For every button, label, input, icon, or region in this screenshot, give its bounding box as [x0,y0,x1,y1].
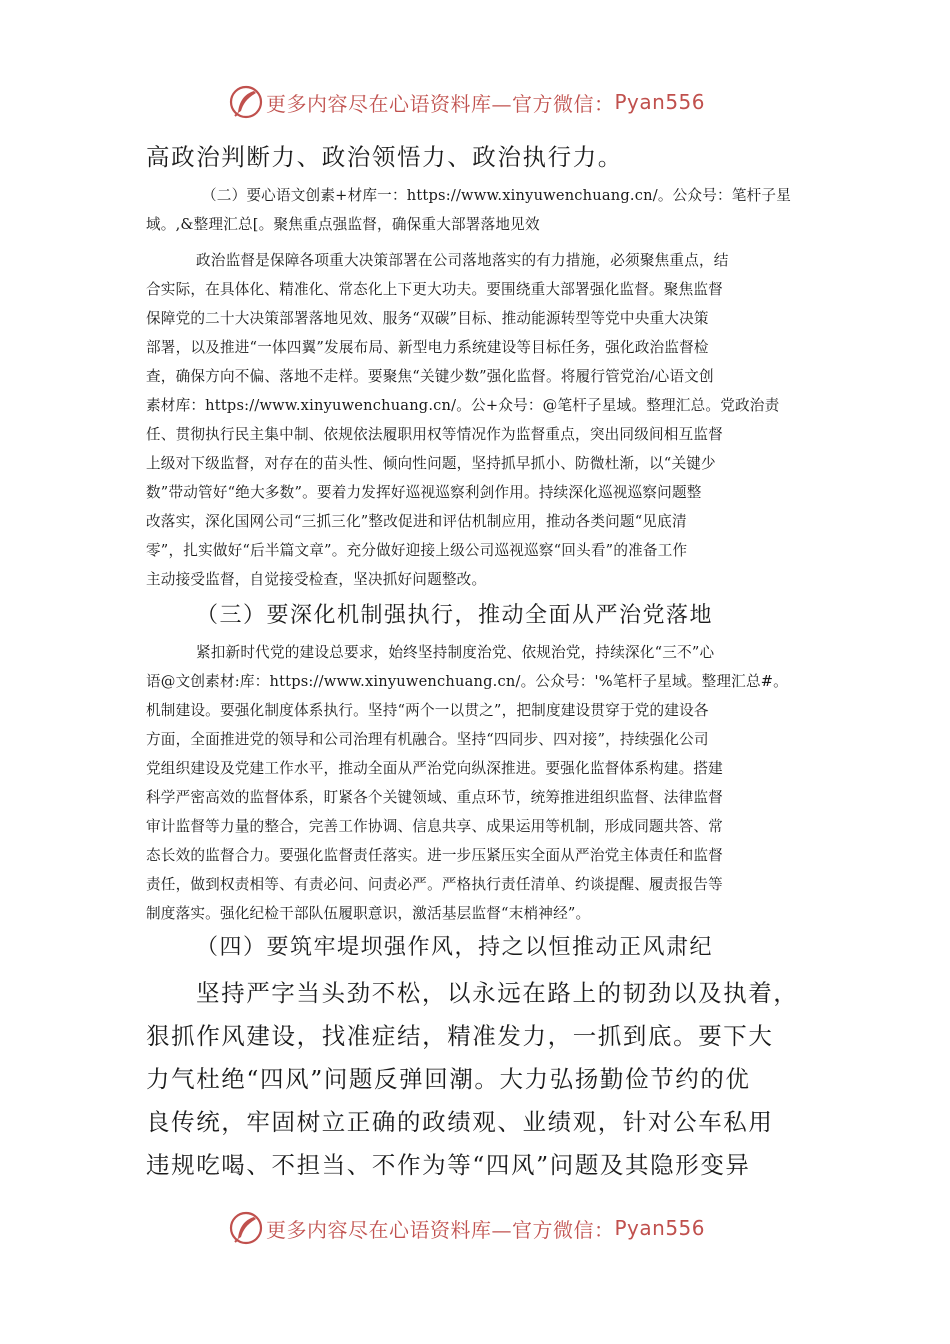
document-body [146,138,808,1198]
paragraph-line: 审计监督等力量的整合，完善工作协调、信息共享、成果运用等机制，形成同题共答、常 [146,818,723,835]
paragraph-line: 政治监督是保障各项重大决策部署在公司落地落实的有力措施，必须聚焦重点，结 [196,252,729,269]
paragraph-line: 机制建设。要强化制度体系执行。坚持“两个一以贯之”，把制度建设贯穿于党的建设各 [146,702,709,719]
quill-logo-icon [228,84,264,120]
footer-watermark-banner [228,1210,705,1246]
paragraph-line: 上级对下级监督，对存在的苗头性、倾向性问题，坚持抓早抓小、防微杜渐，以“关键少 [146,455,716,472]
paragraph-line: 党组织建设及党建工作水平，推动全面从严治党向纵深推进。要强化监督体系构建。搭建 [146,760,723,777]
paragraph-line: （二）要心语文创素+材库一：https://www.xinyuwenchuang.cn/。公众号：笔杆子星 [202,187,791,204]
section-heading: （三）要深化机制强执行，推动全面从严治党落地 [196,603,714,628]
paragraph-line: 改落实，深化国网公司“三抓三化”整改促进和评估机制应用，推动各类问题“见底清 [146,513,687,530]
paragraph-line: 制度落实。强化纪检干部队伍履职意识，激活基层监督“末梢神经”。 [146,905,591,922]
paragraph-line: 素材库：https://www.xinyuwenchuang.cn/。公+众号：@笔杆子星域。整理汇总。党政治责 [146,397,780,414]
paragraph-line: 保障党的二十大决策部署落地见效、服务“双碳”目标、推动能源转型等党中央重大决策 [146,310,709,327]
paragraph-line: 域。,&整理汇总[。聚焦重点强监督，确保重大部署落地见效 [146,216,540,233]
paragraph-line: 坚持严字当头劲不松，以永远在路上的韧劲以及执着， [196,979,799,1007]
paragraph-line: 科学严密高效的监督体系，盯紧各个关键领域、重点环节，统筹推进组织监督、法律监督 [146,789,723,806]
paragraph-line: 力气杜绝“四风”问题反弹回潮。大力弘扬勤俭节约的优 [146,1065,751,1093]
paragraph-line: 数”带动管好“绝大多数”。要着力发挥好巡视巡察利剑作用。持续深化巡视巡察问题整 [146,484,702,501]
paragraph-line: 语@文创素材:库：https://www.xinyuwenchuang.cn/。公众号：'%笔杆子星域。整理汇总#。 [146,673,788,690]
header-watermark-banner [228,84,705,120]
header-banner-text: 更多内容尽在心语资料库—官方微信： [266,91,615,116]
paragraph-line: 任、贯彻执行民主集中制、依规依法履职用权等情况作为监督重点，突出同级间相互监督 [146,426,723,443]
paragraph-line: 合实际，在具体化、精准化、常态化上下更大功夫。要围绕重大部署强化监督。聚焦监督 [146,281,723,298]
paragraph-line: 态长效的监督合力。要强化监督责任落实。进一步压紧压实全面从严治党主体责任和监督 [146,847,723,864]
header-wechat-id: Pyan556 [614,90,706,114]
paragraph-line: 良传统，牢固树立正确的政绩观、业绩观，针对公车私用 [146,1108,774,1136]
footer-banner-text: 更多内容尽在心语资料库—官方微信： [266,1217,615,1242]
paragraph-line: 零”，扎实做好“后半篇文章”。充分做好迎接上级公司巡视巡察“回头看”的准备工作 [146,542,688,559]
footer-wechat-id: Pyan556 [614,1216,706,1240]
paragraph-line: 主动接受监督，自觉接受检查，坚决抓好问题整改。 [146,571,487,588]
paragraph-line: 责任，做到权责相等、有责必问、问责必严。严格执行责任清单、约谈提醒、履责报告等 [146,876,723,893]
paragraph-line: 高政治判断力、政治领悟力、政治执行力。 [146,143,623,171]
paragraph-line: 部署，以及推进“一体四翼”发展布局、新型电力系统建设等目标任务，强化政治监督检 [146,339,709,356]
paragraph-line: 违规吃喝、不担当、不作为等“四风”问题及其隐形变异 [146,1151,751,1179]
section-heading: （四）要筑牢堤坝强作风，持之以恒推动正风肃纪 [196,935,714,960]
quill-logo-icon [228,1210,264,1246]
paragraph-line: 紧扣新时代党的建设总要求，始终坚持制度治党、依规治党，持续深化“三不”心 [196,644,715,661]
paragraph-line: 方面，全面推进党的领导和公司治理有机融合。坚持“四同步、四对接”，持续强化公司 [146,731,709,748]
paragraph-line: 狠抓作风建设，找准症结，精准发力，一抓到底。要下大 [146,1022,774,1050]
paragraph-line: 查，确保方向不偏、落地不走样。要聚焦“关键少数”强化监督。将履行管党治/心语文创 [146,368,714,385]
